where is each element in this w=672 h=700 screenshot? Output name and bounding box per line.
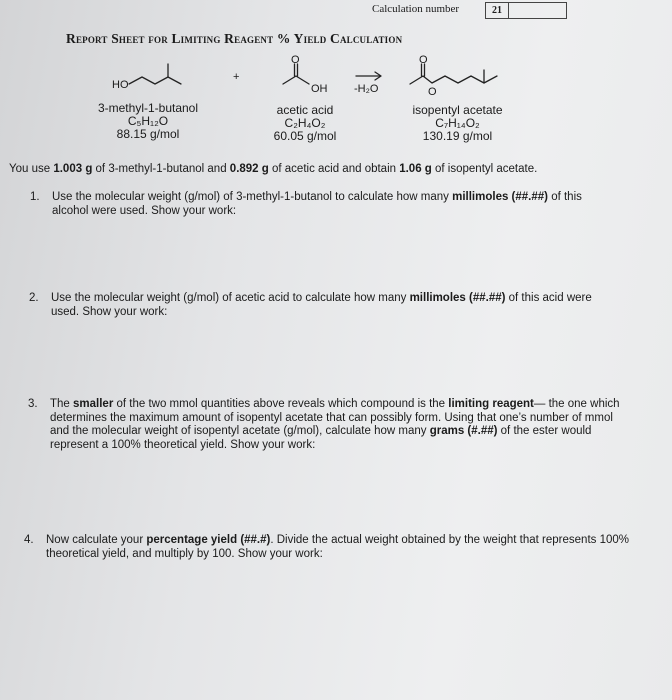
- question-number: 4.: [24, 534, 34, 546]
- alcohol-mw: 88.15 g/mol: [116, 127, 180, 141]
- plus-sign: +: [233, 71, 240, 83]
- alcohol-atom-label: HO: [112, 79, 129, 91]
- reagent-label: -H₂O: [354, 83, 379, 95]
- question-text: of the two mmol quantities above reveals which compound is the: [113, 398, 449, 410]
- acid-formula: C₂H₄O₂: [284, 116, 326, 130]
- intro-text: of acetic acid and obtain: [268, 163, 400, 175]
- ester-formula: C₇H₁₄O₂: [435, 116, 480, 130]
- intro-text: You use: [9, 163, 54, 175]
- ester-name: isopentyl acetate: [412, 103, 503, 117]
- question-text: Use the molecular weight (g/mol) of 3-methyl-1-butanol to calculate how many: [52, 191, 453, 203]
- alcohol-name: 3-methyl-1-butanol: [97, 101, 199, 115]
- question-text: . Divide the actual weight obtained by the weight that represents 100% theoretical yield, and multiply by 100. Show your work:: [46, 534, 629, 560]
- question-emphasis: smaller: [73, 398, 114, 410]
- intro-text: of 3-methyl-1-butanol and: [92, 163, 230, 175]
- question-text: of this acid were used. Show your work:: [51, 292, 592, 318]
- calculation-number-label: Calculation number: [372, 3, 460, 15]
- ester-info: [400, 104, 515, 143]
- ester-mw: 130.19 g/mol: [422, 129, 493, 143]
- acid-mass: 0.892 g: [229, 163, 269, 175]
- problem-statement: [9, 163, 537, 175]
- alcohol-skeleton: [129, 77, 181, 84]
- page-title: Report Sheet for Limiting Reagent % Yield Calculation: [66, 31, 403, 46]
- ester-oxygen: O: [428, 86, 437, 98]
- reaction-scheme: [0, 55, 672, 105]
- ester-carbonyl-o: O: [419, 55, 428, 66]
- question-text: The: [50, 398, 74, 410]
- question-emphasis: millimoles (##.##): [409, 292, 506, 304]
- question-number: 3.: [28, 398, 38, 410]
- question-number: 2.: [29, 292, 39, 304]
- alcohol-info: [88, 102, 208, 141]
- acid-mw: 60.05 g/mol: [273, 129, 337, 143]
- question-emphasis: millimoles (##.##): [452, 191, 548, 203]
- calculation-number-box: [485, 2, 567, 19]
- acid-atom-label: OH: [311, 83, 328, 95]
- intro-text: of isopentyl acetate.: [431, 163, 538, 175]
- acid-name: acetic acid: [276, 103, 334, 117]
- acid-skeleton: [283, 76, 309, 84]
- question-number: 1.: [30, 191, 40, 203]
- acid-carbonyl-o: O: [291, 55, 300, 66]
- alcohol-mass: 1.003 g: [53, 163, 93, 175]
- question-emphasis: grams (#.##): [429, 425, 498, 437]
- question-emphasis: limiting reagent: [448, 398, 534, 410]
- question-text: — the one which determines the maximum amount of isopentyl acetate that can possibly form. Using that one’s number of mmol and the molecular weight of isopentyl acetate (g/mol), calculate how many: [50, 398, 620, 437]
- question-text: Now calculate your: [46, 534, 147, 546]
- acid-info: [255, 104, 355, 143]
- product-mass: 1.06 g: [399, 163, 432, 175]
- question-text: of this alcohol were used. Show your work:: [52, 191, 582, 217]
- question-text: of the ester would represent a 100% theoretical yield. Show your work:: [50, 425, 592, 451]
- question-emphasis: percentage yield (##.#): [146, 534, 271, 546]
- alcohol-formula: C₅H₁₂O: [127, 114, 169, 128]
- question-text: Use the molecular weight (g/mol) of acetic acid to calculate how many: [51, 292, 410, 304]
- calculation-number: 21: [486, 3, 509, 18]
